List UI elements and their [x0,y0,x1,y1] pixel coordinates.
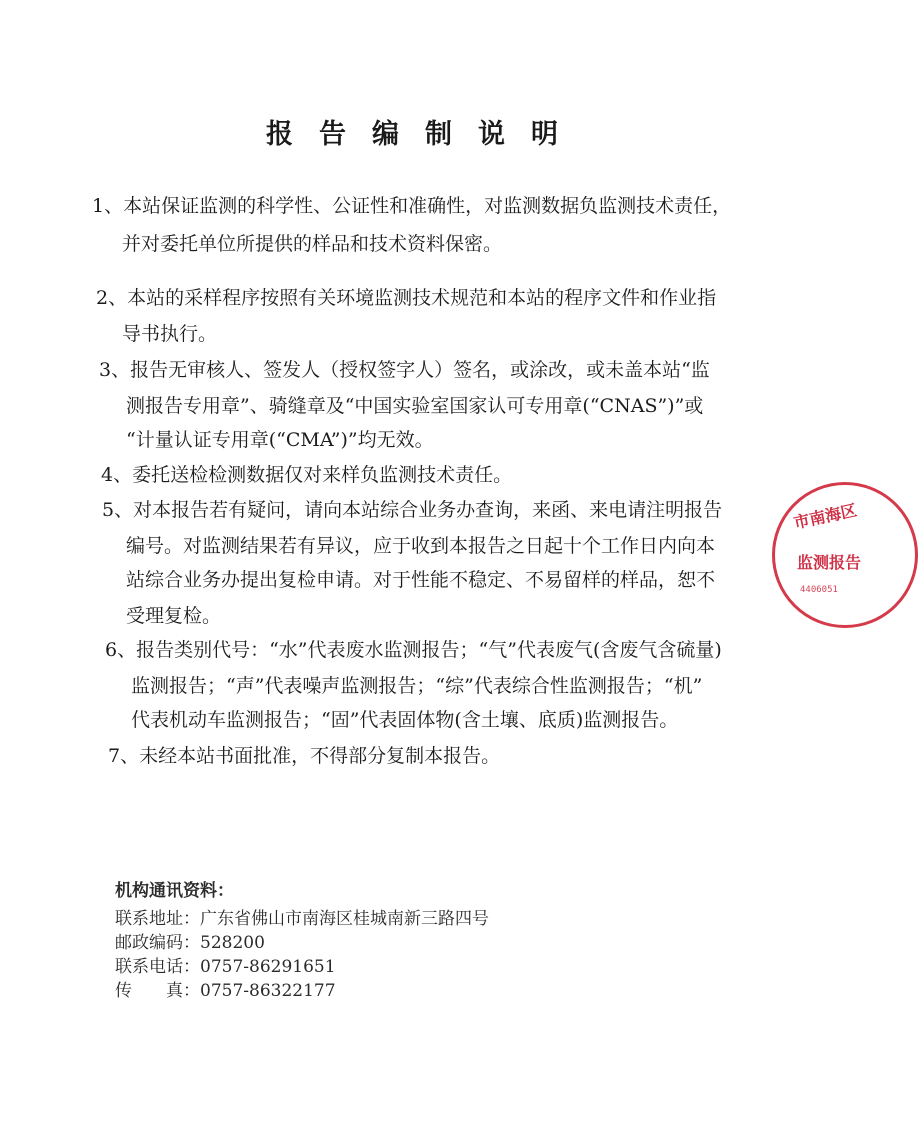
item-4-line-1: 4、委托送检检测数据仅对来样负监测技术责任。 [101,464,513,486]
seal-text-mid: 监测报告 [797,553,862,572]
item-5-line-3: 站综合业务办提出复检申请。对于性能不稳定、不易留样的样品，恕不 [126,569,716,591]
contact-heading: 机构通讯资料： [115,881,234,901]
seal-stamp [772,482,918,628]
item-6-line-1: 6、报告类别代号：“水”代表废水监测报告；“气”代表废气(含废气含硫量) [105,639,722,661]
item-5-line-1: 5、对本报告若有疑问，请向本站综合业务办查询，来函、来电请注明报告 [102,499,723,521]
item-3-line-1: 3、报告无审核人、签发人（授权签字人）签名，或涂改，或未盖本站“监 [99,359,710,381]
item-6-line-3: 代表机动车监测报告；“固”代表固体物(含土壤、底质)监测报告。 [131,709,679,731]
item-2-line-2: 导书执行。 [122,323,218,345]
seal-text-top: 市南海区 [791,500,859,533]
item-3-line-3: “计量认证专用章(“CMA”)”均无效。 [126,429,434,451]
item-5-line-2: 编号。对监测结果若有异议，应于收到本报告之日起十个工作日内向本 [126,535,716,557]
item-2-line-1: 2、本站的采样程序按照有关环境监测技术规范和本站的程序文件和作业指 [96,287,717,309]
item-3-line-2: 测报告专用章”、骑缝章及“中国实验室国家认可专用章(“CNAS”)”或 [126,395,704,417]
seal-text-num: 4406051 [800,585,838,595]
contact-phone: 联系电话：0757-86291651 [115,957,336,977]
document-title: 报告编制说明 [266,119,584,150]
contact-block [115,876,489,1003]
item-1-line-1: 1、本站保证监测的科学性、公证性和准确性，对监测数据负监测技术责任， [92,195,732,217]
item-7-line-1: 7、未经本站书面批准，不得部分复制本报告。 [108,745,501,767]
item-1-line-2: 并对委托单位所提供的样品和技术资料保密。 [122,233,503,255]
contact-postcode: 邮政编码：528200 [115,933,265,953]
contact-address: 联系地址：广东省佛山市南海区桂城南新三路四号 [115,909,489,929]
item-5-line-4: 受理复检。 [126,605,222,627]
contact-fax: 传 真：0757-86322177 [115,981,336,1001]
item-6-line-2: 监测报告；“声”代表噪声监测报告；“综”代表综合性监测报告；“机” [131,675,703,697]
